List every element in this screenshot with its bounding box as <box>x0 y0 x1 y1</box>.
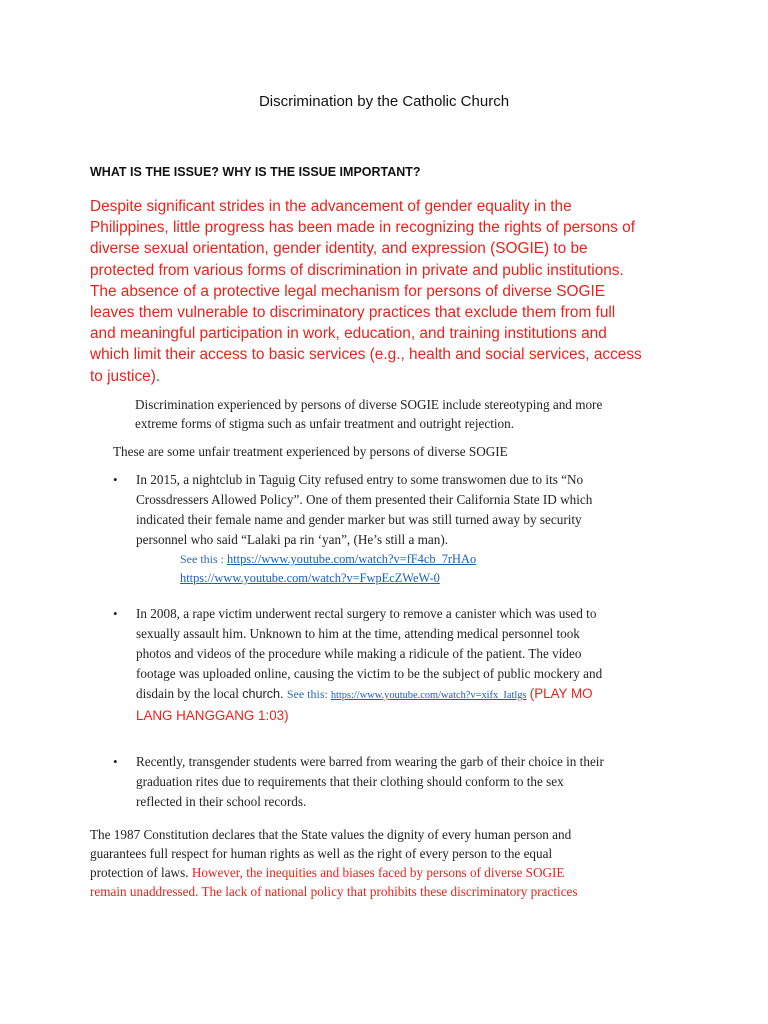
intro-line: diverse sexual orientation, gender identity, and expression (SOGIE) to be <box>90 240 588 258</box>
closing-paragraph <box>90 825 690 901</box>
item-line: photos and videos of the procedure while making a ridicule of the patient. The video <box>136 646 582 661</box>
list-item <box>113 604 683 726</box>
item-line: reflected in their school records. <box>136 794 307 809</box>
youtube-link-2[interactable]: https://www.youtube.com/watch?v=FwpEcZWeW-0 <box>180 571 440 585</box>
church-word: church. <box>242 687 284 701</box>
section-heading: WHAT IS THE ISSUE? WHY IS THE ISSUE IMPORTANT? <box>90 165 421 179</box>
intro-line: which limit their access to basic services (e.g., health and social services, access <box>90 346 642 364</box>
list-item <box>113 470 683 550</box>
see-this-label: See this: <box>286 687 331 701</box>
youtube-link-1[interactable]: https://www.youtube.com/watch?v=fF4cb_7rHAo <box>227 552 477 566</box>
item-line: Crossdressers Allowed Policy”. One of them presented their California State ID which <box>136 492 593 507</box>
bullet-icon: • <box>113 472 118 487</box>
intro-paragraph <box>90 196 690 387</box>
intro-line: and meaningful participation in work, education, and training institutions and <box>90 325 607 343</box>
closing-line-red: However, the inequities and biases faced by persons of diverse SOGIE <box>191 865 565 880</box>
list-item <box>113 752 683 812</box>
item-line: graduation rites due to requirements that their clothing should conform to the sex <box>136 774 564 789</box>
item-line: Recently, transgender students were barred from wearing the garb of their choice in their <box>136 754 604 769</box>
play-note: (PLAY MO <box>529 686 593 701</box>
intro-line: Despite significant strides in the advancement of gender equality in the <box>90 198 572 215</box>
intro-line: leaves them vulnerable to discriminatory practices that exclude them from full <box>90 304 616 322</box>
closing-line: guarantees full respect for human rights as well as the right of every person to the equal <box>90 846 553 861</box>
item-line: footage was uploaded online, causing the victim to be the subject of public mockery and <box>136 666 603 681</box>
bullet-icon: • <box>113 754 118 769</box>
stigma-paragraph <box>135 395 735 433</box>
intro-line: The absence of a protective legal mechanism for persons of diverse SOGIE <box>90 282 605 300</box>
item-line: personnel who said “Lalaki pa rin ‘yan”, (He’s still a man). <box>136 532 449 547</box>
item-line: disdain by the local <box>136 686 243 701</box>
document-title: Discrimination by the Catholic Church <box>258 93 510 110</box>
see-this-label: See this : <box>180 552 227 566</box>
intro-line: protected from various forms of discrimination in private and public institutions. <box>90 261 624 279</box>
intro-line: to justice). <box>90 367 161 385</box>
stigma-line: Discrimination experienced by persons of diverse SOGIE include stereotyping and more <box>135 397 603 412</box>
item-line: indicated their female name and gender marker but was still turned away by security <box>136 512 582 527</box>
closing-line: protection of laws. <box>90 865 192 880</box>
item-line: In 2015, a nightclub in Taguig City refused entry to some transwomen due to its “No <box>136 472 584 487</box>
list-item-text <box>136 470 683 550</box>
item-line: sexually assault him. Unknown to him at the time, attending medical personnel took <box>136 626 580 641</box>
item-line: In 2008, a rape victim underwent rectal surgery to remove a canister which was used to <box>136 606 597 621</box>
list-item-text <box>136 604 683 726</box>
closing-line-red: remain unaddressed. The lack of national policy that prohibits these discriminatory practices <box>90 884 578 899</box>
closing-line: The 1987 Constitution declares that the State values the dignity of every human person and <box>90 827 572 842</box>
intro-line: Philippines, little progress has been made in recognizing the rights of persons of <box>90 219 635 237</box>
youtube-link-3[interactable]: https://www.youtube.com/watch?v=xifx_Iatlgs <box>330 690 527 701</box>
stigma-line: extreme forms of stigma such as unfair treatment and outright rejection. <box>135 416 515 431</box>
item1-links <box>180 550 476 588</box>
play-note-cont: LANG HANGGANG 1:03) <box>136 708 289 723</box>
bullet-icon: • <box>113 606 118 621</box>
list-lead: These are some unfair treatment experienced by persons of diverse SOGIE <box>113 444 508 459</box>
list-item-text <box>136 752 683 812</box>
